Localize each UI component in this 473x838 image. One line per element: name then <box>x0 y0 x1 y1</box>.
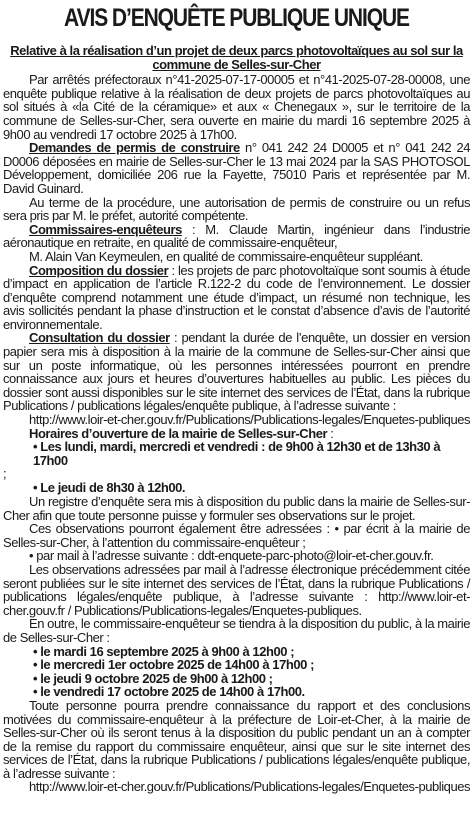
horaires-heading-suffix: : <box>327 425 334 441</box>
permanence-item: • le vendredi 17 octobre 2025 de 14h00 à 17h00. <box>33 684 305 700</box>
permanences-intro: En outre, le commissaire-enquêteur se tiendra à la disposition du public, à la mairie de Selles-sur-Cher : <box>3 616 470 645</box>
permis-paragraph <box>3 141 470 195</box>
horaires-semicolon: ; <box>3 466 7 482</box>
notice-title: AVIS D’ENQUÊTE PUBLIQUE UNIQUE <box>64 4 409 32</box>
horaires-heading <box>3 427 470 441</box>
intro-paragraph: Par arrêtés préfectoraux n°41-2025-07-17-00005 et n°41-2025-07-28-00008, une enquête publique relative à la réalisation de deux projets de parcs photovoltaïques au sol situés à «la Cité de la céramique» et aux « Chenegaux », sur le territoire de la commune de Selles-sur-Cher, sera ouverte en mairie du mardi 16 septembre 2025 à 9h00 au vendredi 17 octobre 2025 à 17h00. <box>3 72 470 142</box>
commissaires-text: : M. Claude Martin, ingénieur dans l’industrie aéronautique en retraite, en qualité de commissaire-enquêteur, <box>3 221 470 251</box>
registre-paragraph: Un registre d’enquête sera mis à disposition du public dans la mairie de Selles-sur-Cher afin que toute personne puisse y formuler ses observations sur le projet. <box>3 494 470 523</box>
commissaires-paragraph <box>3 223 470 250</box>
horaires-heading-text: Horaires d’ouverture de la mairie de Selles-sur-Cher <box>29 425 328 441</box>
rapport-paragraph: Toute personne pourra prendre connaissance du rapport et des conclusions motivées du commissaire-enquêteur à la préfecture de Loir-et-Cher, à la mairie de Selles-sur-Cher où ils seront tenus à la disposition du public pendant un an à compter de la remise du rapport du commissaire enquêteur, ainsi que sur le site internet des services de l’État, dans la rubrique Publications / publications légales/enquête publique, à l’adresse suivante : <box>3 697 470 781</box>
commissaires-label: Commissaires-enquêteurs <box>29 221 182 237</box>
permanence-item: • le mercredi 1er octobre 2025 de 14h00 à 17h00 ; <box>33 657 314 673</box>
notice-subtitle: Relative à la réalisation d’un projet de deux parcs photovoltaïques au sol sur la commune de Selles-sur-Cher <box>10 43 463 72</box>
composition-label: Composition du dossier <box>29 262 169 278</box>
permanence-item: • le jeudi 9 octobre 2025 de 9h00 à 12h00 ; <box>33 670 273 686</box>
composition-paragraph <box>3 264 470 332</box>
observations-mail: • par mail à l’adresse suivante : ddt-enquete-parc-photo@loir-et-cher.gouv.fr. <box>29 548 434 564</box>
horaires-item-weekdays: • Les lundi, mardi, mercredi et vendredi : de 9h00 à 12h30 et de 13h30 à 17h00 <box>33 439 441 468</box>
permis-label: Demandes de permis de construire <box>29 140 240 156</box>
final-url[interactable]: http://www.loir-et-cher.gouv.fr/Publications/Publications-legales/Enquetes-publiques <box>29 779 471 795</box>
consultation-paragraph <box>3 331 470 413</box>
permanence-item: • le mardi 16 septembre 2025 à 9h00 à 12h00 ; <box>33 643 295 659</box>
permis-text: n° 041 242 24 D0005 et n° 041 242 24 D0006 déposées en mairie de Selles-sur-Cher le 13 mai 2024 par la SAS PHOTOSOL Développement, domiciliée 206 rue la Fayette, 75010 Paris et représentée par M. David Guinard. <box>3 140 471 196</box>
composition-text: : les projets de parc photovoltaïque sont soumis à étude d’impact en application de l’article R.122-2 du code de l’environnement. Le dossier d’enquête comprend notamment une étude d’impact, un résumé non technique, les avis sollicités pendant la phase d’instruction et le constat d’absence d’avis de l’autorité environnementale. <box>3 262 470 332</box>
suppleant-paragraph: M. Alain Van Keymeulen, en qualité de commissaire-enquêteur suppléant. <box>29 248 423 264</box>
autorisation-paragraph: Au terme de la procédure, une autorisation de permis de construire ou un refus sera pris par M. le préfet, autorité compétente. <box>3 194 470 224</box>
consultation-url[interactable]: http://www.loir-et-cher.gouv.fr/Publications/Publications-legales/Enquetes-publiques <box>29 412 471 428</box>
consultation-label: Consultation du dossier <box>29 330 170 346</box>
observations-paragraph: Ces observations pourront également être adressées : • par écrit à la mairie de Selles-sur-Cher, à l’attention du commissaire-enquêteur ; <box>3 521 470 550</box>
horaires-item-jeudi: • Le jeudi de 8h30 à 12h00. <box>33 480 186 496</box>
consultation-text: : pendant la durée de l’enquête, un dossier en version papier sera mis à disposition à la mairie de la commune de Selles-sur-Cher ainsi que sur un poste informatique, où les personnes intéressées pourront en prendre connaissance aux jours et heures d’ouvertures habituelles au public. Les pièces du dossier sont aussi disponibles sur le site internet des services de l’État, dans la rubrique Publications / publications légales/enquête publique, à l’adresse suivante : <box>3 330 470 414</box>
publication-paragraph: Les observations adressées par mail à l’adresse électronique précédemment citée seront publiées sur le site internet des services de l’État, dans la rubrique Publications / publications légales/enquête publique, à l’adresse suivante : http://www.loir-et-cher.gouv.fr / Publications/Publications-legales/Enquetes-publiques. <box>3 561 470 618</box>
